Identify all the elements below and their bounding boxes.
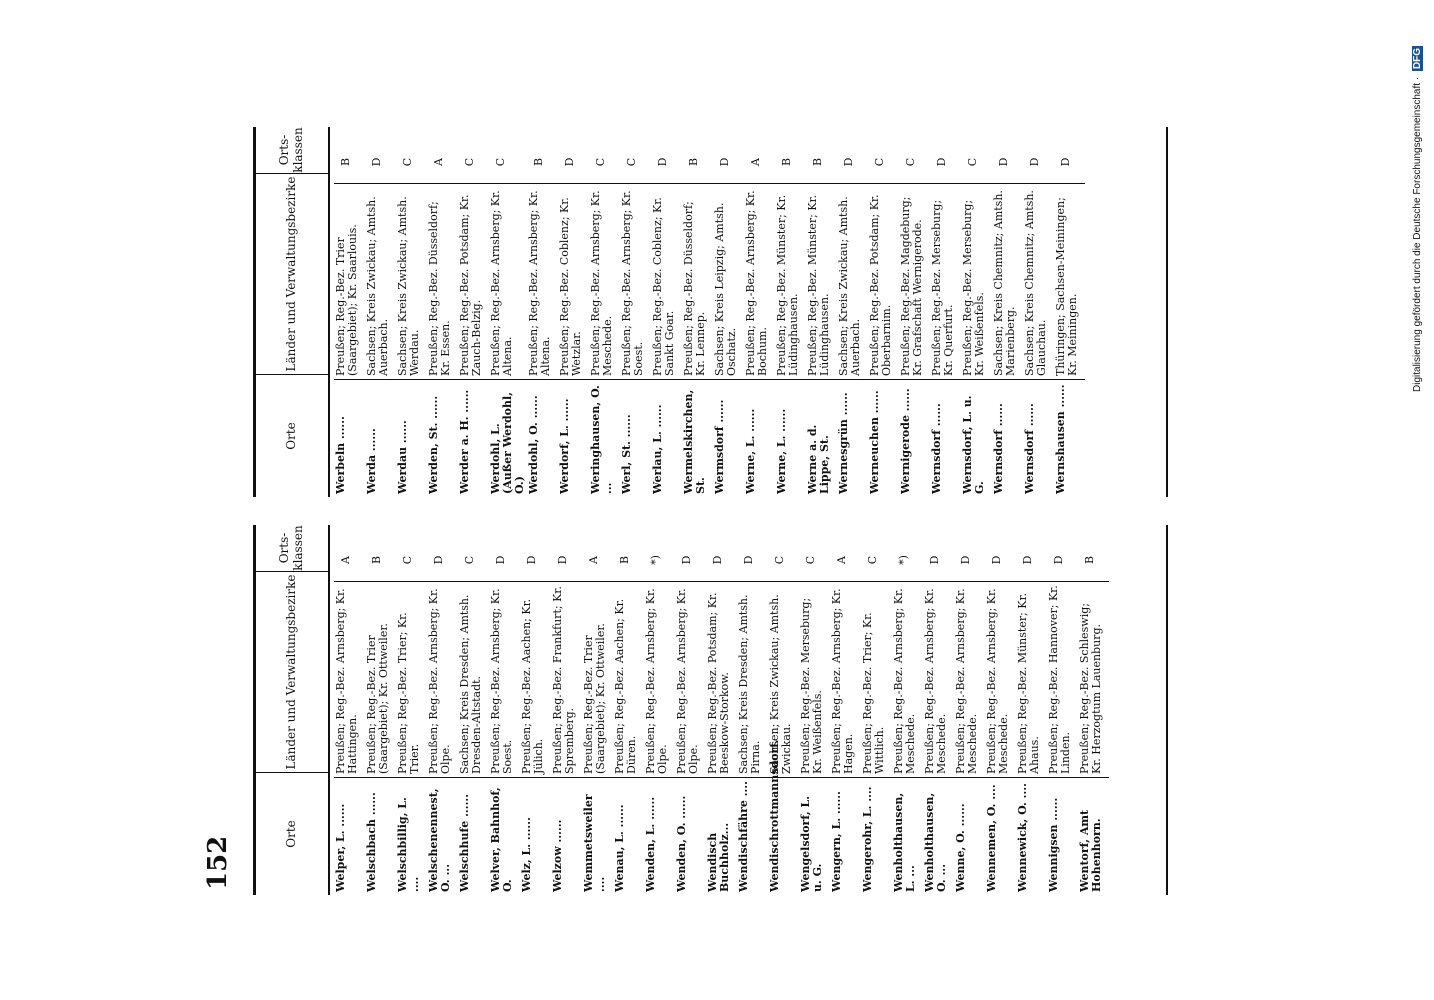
locality-class: D	[928, 555, 941, 565]
district: Preußen; Reg.-Bez. Arnsberg; Kr. Olpe.	[644, 581, 675, 777]
place-name: Wernsdorf ......	[1023, 379, 1054, 497]
locality-class: A	[587, 556, 600, 564]
table-row	[806, 127, 837, 497]
dfg-logo: DFG	[1412, 47, 1423, 70]
place-name: Wenau, L. ......	[613, 777, 644, 895]
district: Sachsen; Kreis Zwickau; Amtsh. Auerbach.	[837, 183, 868, 379]
locality-class: C	[625, 157, 638, 167]
place-name: Wernsdorf ......	[930, 379, 961, 497]
locality-class: D	[1052, 555, 1065, 565]
district: Preußen; Reg.-Bez. Arnsberg; Kr. Meschede.	[923, 581, 954, 777]
table-row	[930, 127, 961, 497]
locality-class: D	[370, 157, 383, 167]
locality-class: *)	[649, 555, 662, 565]
district: Preußen; Reg.-Bez. Merseburg; Kr. Querfurt.	[930, 183, 961, 379]
table-row	[961, 127, 992, 497]
locality-class: A	[835, 556, 848, 564]
district: Preußen; Reg.-Bez. Arnsberg; Kr. Bochum.	[744, 183, 775, 379]
district: Preußen; Reg.-Bez. Düsseldorf; Kr. Lennep.	[682, 183, 713, 379]
locality-class: D	[997, 157, 1010, 167]
table-row	[861, 525, 892, 895]
locality-class: B	[687, 157, 700, 167]
locality-class: C	[463, 555, 476, 565]
place-name: Wennewick, O. ....	[1016, 777, 1047, 895]
locality-class: B	[1083, 555, 1096, 565]
table-row	[1047, 525, 1078, 895]
place-name: Werder a. H. ......	[458, 379, 489, 497]
locality-class: D	[1028, 157, 1041, 167]
district: Preußen; Reg.-Bez. Arnsberg; Kr. Olpe.	[675, 581, 706, 777]
credit-text: Digitalisierung gefördert durch die Deutsche Forschungsgemeinschaft ·	[1412, 76, 1423, 392]
district: Preußen; Reg.-Bez. Arnsberg; Kr. Meschede.	[589, 183, 620, 379]
place-name: Welper, L. ......	[334, 777, 365, 895]
table-row	[799, 525, 830, 895]
district: Preußen; Reg.-Bez. Trier (Saargebiet); Kr. Ottweiler.	[582, 581, 613, 777]
table-row	[713, 127, 744, 497]
table-row	[644, 525, 675, 895]
table-row	[868, 127, 899, 497]
locality-class: D	[990, 555, 1003, 565]
header-orte: Orte	[256, 374, 328, 497]
district: Preußen; Reg.-Bez. Arnsberg; Kr. Soest.	[620, 183, 651, 379]
table-row	[682, 127, 713, 497]
place-name: Werne, L. ......	[775, 379, 806, 497]
table-row	[489, 127, 527, 497]
table-row	[1054, 127, 1085, 497]
table-row	[899, 127, 930, 497]
district: Preußen; Reg.-Bez. Arnsberg; Kr. Meschede.	[985, 581, 1016, 777]
table-row	[613, 525, 644, 895]
district: Thüringen; Sachsen-Meiningen; Kr. Meiningen.	[1054, 183, 1085, 379]
district: Sachsen; Kreis Zwickau; Amtsh. Zwickau.	[768, 581, 799, 777]
district: Preußen; Reg.-Bez. Trier (Saargebiet); Kr. Ottweiler.	[365, 581, 396, 777]
district: Preußen; Reg.-Bez. Arnsberg; Kr. Meschede.	[954, 581, 985, 777]
locality-class: D	[494, 555, 507, 565]
header-laender: Länder und Verwaltungsbezirke	[256, 173, 328, 374]
place-name: Wernigerode ......	[899, 379, 930, 497]
table-row	[985, 525, 1016, 895]
locality-class: C	[873, 157, 886, 167]
table-row	[365, 127, 396, 497]
table-row	[589, 127, 620, 497]
locality-class: C	[804, 555, 817, 565]
place-name: Wenholthausen, O. ...	[923, 777, 954, 895]
locality-class: C	[966, 157, 979, 167]
district: Preußen; Reg.-Bez. Aachen; Kr. Düren.	[613, 581, 644, 777]
place-name: Welschbillig, L. ....	[396, 777, 427, 895]
place-name: Werne a. d. Lippe, St.	[806, 379, 837, 497]
table-row	[1078, 525, 1109, 895]
locality-class: B	[370, 555, 383, 565]
place-name: Wentorf, Amt Hohenhorn.	[1078, 777, 1109, 895]
table-row	[651, 127, 682, 497]
place-name: Welschhufe ......	[458, 777, 489, 895]
locality-class: A	[432, 158, 445, 166]
district: Sachsen; Kreis Dresden; Amtsh. Pirna.	[737, 581, 768, 777]
place-name: Wenden, O. ......	[675, 777, 706, 895]
place-name: Wermelskirchen, St.	[682, 379, 713, 497]
table-header	[256, 525, 330, 895]
district: Preußen; Reg.-Bez. Potsdam; Kr. Beeskow-Storkow.	[706, 581, 737, 777]
table-row	[365, 525, 396, 895]
locality-class: D	[656, 157, 669, 167]
rotated-page-content	[203, 115, 1170, 895]
table-left	[253, 525, 1168, 895]
district: Preußen; Reg.-Bez. Münster; Kr. Lüdinghausen.	[775, 183, 806, 379]
place-name: Welschenennest, O. ...	[427, 777, 458, 895]
place-name: Wernshausen ......	[1054, 379, 1085, 497]
header-klassen: Orts-klassen	[277, 127, 305, 173]
place-name: Werneuchen ......	[868, 379, 899, 497]
table-row	[458, 127, 489, 497]
locality-class: B	[811, 157, 824, 167]
district: Preußen; Reg.-Bez. Potsdam; Kr. Zauch-Belzig.	[458, 183, 489, 379]
place-name: Werne, L. ......	[744, 379, 775, 497]
table-row	[334, 127, 365, 497]
district: Preußen; Reg.-Bez. Merseburg; Kr. Weißenfels.	[961, 183, 992, 379]
table-body	[330, 127, 1085, 497]
place-name: Wemmetsweiler ....	[582, 777, 613, 895]
place-name: Wernesgrün ......	[837, 379, 868, 497]
district: Preußen; Reg.-Bez. Frankfurt; Kr. Spremberg.	[551, 581, 582, 777]
district: Preußen; Reg.-Bez. Trier; Kr. Wittlich.	[861, 581, 892, 777]
district: Preußen; Reg.-Bez. Arnsberg; Kr. Olpe.	[427, 581, 458, 777]
district: Preußen; Reg.-Bez. Schleswig; Kr. Herzogtum Lauenburg.	[1078, 581, 1109, 777]
district: Preußen; Reg.-Bez. Hannover; Kr. Linden.	[1047, 581, 1078, 777]
district: Sachsen; Kreis Zwickau; Amtsh. Auerbach.	[365, 183, 396, 379]
table-row	[527, 127, 558, 497]
table-row	[489, 525, 520, 895]
place-name: Wendischfähre ....	[737, 777, 768, 895]
place-name: Werden, St. ......	[427, 379, 458, 497]
table-row	[1023, 127, 1054, 497]
locality-class: C	[401, 555, 414, 565]
table-row	[551, 525, 582, 895]
locality-class: D	[432, 555, 445, 565]
locality-class: C	[463, 157, 476, 167]
header-orte: Orte	[256, 772, 328, 895]
locality-class: D	[742, 555, 755, 565]
locality-class: D	[718, 157, 731, 167]
district: Preußen; Reg.-Bez. Aachen; Kr. Jülich.	[520, 581, 551, 777]
place-name: Welver, Bahnhof, O.	[489, 777, 520, 895]
district: Preußen; Reg.-Bez. Arnsberg; Kr. Soest.	[489, 581, 520, 777]
district: Sachsen; Kreis Zwickau; Amtsh. Werdau.	[396, 183, 427, 379]
locality-class: D	[563, 157, 576, 167]
table-row	[582, 525, 613, 895]
district: Preußen; Reg.-Bez. Arnsberg; Kr. Hagen.	[830, 581, 861, 777]
table-row	[892, 525, 923, 895]
locality-class: B	[532, 157, 545, 167]
place-name: Werdohl, L. (Außer Werdohl, O.)	[489, 379, 527, 497]
table-header	[256, 127, 330, 497]
table-row	[427, 127, 458, 497]
table-row	[737, 525, 768, 895]
place-name: Wenden, L. ......	[644, 777, 675, 895]
district: Preußen; Reg.-Bez. Coblenz; Kr. Wetzlar.	[558, 183, 589, 379]
place-name: Wendisch Buchholz...	[706, 777, 737, 895]
place-name: Werdau ......	[396, 379, 427, 497]
table-row	[1016, 525, 1047, 895]
page-number: 152	[203, 835, 233, 890]
table-row	[675, 525, 706, 895]
place-name: Welschbach ......	[365, 777, 396, 895]
locality-class: C	[594, 157, 607, 167]
district: Sachsen; Kreis Dresden; Amtsh. Dresden-Altstadt.	[458, 581, 489, 777]
table-row	[396, 525, 427, 895]
district: Sachsen; Kreis Chemnitz; Amtsh. Glauchau.	[1023, 183, 1054, 379]
district: Preußen; Reg.-Bez. Arnsberg; Kr. Hattingen.	[334, 581, 365, 777]
table-row	[768, 525, 799, 895]
locality-class: D	[842, 157, 855, 167]
district: Sachsen; Kreis Chemnitz; Amtsh. Marienberg.	[992, 183, 1023, 379]
place-name: Wengerohr, L. ....	[861, 777, 892, 895]
place-name: Werdohl, O. ......	[527, 379, 558, 497]
district: Preußen; Reg.-Bez. Trier (Saargebiet); Kr. Saarlouis.	[334, 183, 365, 379]
locality-class: *)	[897, 555, 910, 565]
table-row	[954, 525, 985, 895]
table-row	[992, 127, 1023, 497]
place-name: Wenne, O. ......	[954, 777, 985, 895]
district: Preußen; Reg.-Bez. Düsseldorf; Kr. Essen.	[427, 183, 458, 379]
district: Preußen; Reg.-Bez. Münster; Kr. Lüdinghausen.	[806, 183, 837, 379]
locality-class: A	[749, 158, 762, 166]
table-row	[620, 127, 651, 497]
locality-class: D	[935, 157, 948, 167]
place-name: Welz, L. ......	[520, 777, 551, 895]
locality-class: B	[618, 555, 631, 565]
place-name: Wennemen, O. ....	[985, 777, 1016, 895]
locality-class: C	[401, 157, 414, 167]
table-row	[558, 127, 589, 497]
place-name: Wendischrottmannsdorf.	[768, 777, 799, 895]
header-klassen: Orts-klassen	[277, 525, 305, 571]
table-row	[334, 525, 365, 895]
locality-class: D	[711, 555, 724, 565]
place-name: Werl, St. ......	[620, 379, 651, 497]
table-row	[427, 525, 458, 895]
table-row	[520, 525, 551, 895]
district: Preußen; Reg.-Bez. Merseburg; Kr. Weißenfels.	[799, 581, 830, 777]
district: Preußen; Reg.-Bez. Münster; Kr. Ahaus.	[1016, 581, 1047, 777]
table-body	[330, 525, 1109, 895]
district: Preußen; Reg.-Bez. Potsdam; Kr. Oberbarnim.	[868, 183, 899, 379]
table-row	[837, 127, 868, 497]
place-name: Wernsdorf, L. u. G.	[961, 379, 992, 497]
locality-class: D	[1059, 157, 1072, 167]
table-row	[396, 127, 427, 497]
district: Preußen; Reg.-Bez. Arnsberg; Kr. Altena.	[527, 183, 558, 379]
locality-class: C	[773, 555, 786, 565]
place-name: Wennigsen ......	[1047, 777, 1078, 895]
district: Preußen; Reg.-Bez. Arnsberg; Kr. Altena.	[489, 183, 527, 379]
table-row	[923, 525, 954, 895]
table-row	[830, 525, 861, 895]
table-right	[253, 127, 1168, 497]
place-name: Werda ......	[365, 379, 396, 497]
locality-class: B	[339, 157, 352, 167]
district: Preußen; Reg.-Bez. Arnsberg; Kr. Meschede.	[892, 581, 923, 777]
locality-class: B	[780, 157, 793, 167]
place-name: Wernsdorf ......	[992, 379, 1023, 497]
locality-class: C	[494, 157, 507, 167]
place-name: Werdorf, L. ......	[558, 379, 589, 497]
locality-class: C	[904, 157, 917, 167]
district: Preußen; Reg.-Bez. Coblenz; Kr. Sankt Goar.	[651, 183, 682, 379]
district: Preußen; Reg.-Bez. Magdeburg; Kr. Grafschaft Wernigerode.	[899, 183, 930, 379]
place-name: Wengelsdorf, L. u. G.	[799, 777, 830, 895]
header-laender: Länder und Verwaltungsbezirke	[256, 571, 328, 772]
district: Preußen; Reg.-Bez. Trier; Kr. Trier.	[396, 581, 427, 777]
locality-class: C	[866, 555, 879, 565]
digitization-credit	[1412, 47, 1426, 406]
place-name: Welzow ......	[551, 777, 582, 895]
locality-class: D	[556, 555, 569, 565]
place-name: Weringhausen, O. ...	[589, 379, 620, 497]
place-name: Werbeln ......	[334, 379, 365, 497]
place-name: Werlau, L. ......	[651, 379, 682, 497]
locality-class: D	[959, 555, 972, 565]
table-row	[744, 127, 775, 497]
district: Sachsen; Kreis Leipzig; Amtsh. Oschatz.	[713, 183, 744, 379]
place-name: Wermsdorf ......	[713, 379, 744, 497]
table-row	[706, 525, 737, 895]
locality-class: D	[680, 555, 693, 565]
locality-class: D	[1021, 555, 1034, 565]
locality-class: A	[339, 556, 352, 564]
locality-class: D	[525, 555, 538, 565]
table-row	[458, 525, 489, 895]
place-name: Wengern, L. ......	[830, 777, 861, 895]
table-row	[775, 127, 806, 497]
place-name: Wenholthausen, L. ...	[892, 777, 923, 895]
